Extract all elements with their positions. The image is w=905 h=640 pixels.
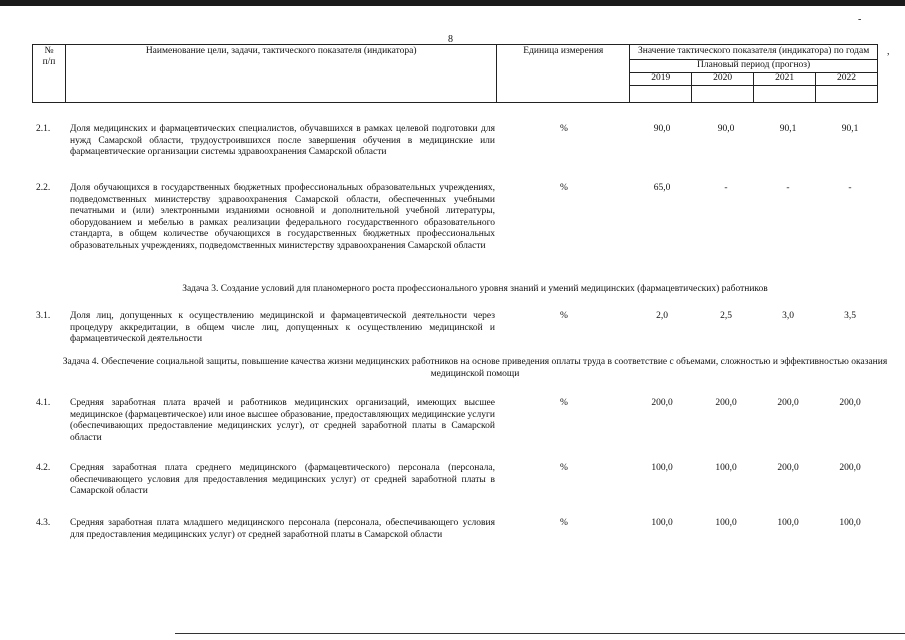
- value-2021: -: [786, 183, 790, 193]
- value-2020: 2,5: [720, 311, 732, 321]
- value-2022: 100,0: [839, 518, 861, 528]
- value-2021: 3,0: [782, 311, 794, 321]
- value-2019: 100,0: [651, 463, 673, 473]
- row-unit: %: [560, 311, 568, 321]
- row-unit: %: [560, 518, 568, 528]
- row-description: Средняя заработная плата младшего медицинского персонала (персонала, обеспечивающего условия для предоставления медицинских услуг) от средней заработной платы в Самарской области: [70, 518, 495, 540]
- row-description: Средняя заработная плата среднего медицинского (фармацевтического) персонала (персонала, обеспечивающего условия для предоставления медицинских услуг) от средней заработной платы в Самарской области: [70, 463, 495, 496]
- value-2020: 90,0: [717, 124, 735, 134]
- header-blank-cell: [692, 86, 754, 103]
- header-blank-cell: [816, 86, 878, 103]
- value-2020: 100,0: [715, 463, 737, 473]
- task-4-heading: Задача 4. Обеспечение социальной защиты, повышение качества жизни медицинских работников на основе приведения оплаты труда в соответствие с объемами, сложностью и эффективностью оказания медицинской помощи: [62, 357, 888, 379]
- row-number: 2.2.: [36, 183, 51, 193]
- value-2019: 90,0: [653, 124, 671, 134]
- value-2019: 2,0: [656, 311, 668, 321]
- value-2022: 200,0: [839, 398, 861, 408]
- task-3-heading: Задача 3. Создание условий для планомерного роста профессионального уровня знаний и умений медицинских (фармацевтических) работников: [182, 284, 768, 294]
- row-unit: %: [560, 124, 568, 134]
- row-description: Доля обучающихся в государственных бюджетных профессиональных образовательных учреждениях, подведомственных министерству здравоохранения Самарской области, обеспеченных учебными печатными и (или) электронными изданиями основной и дополнительной учебной литературы, оборудованием и мебелью в рамках реализации федерального государственного образовательного стандарта, в общем количестве обучающихся в государственных бюджетных профессиональных образовательных учреждениях, подведомственных министерству здравоохранения Самарской области: [70, 183, 495, 251]
- value-2021: 200,0: [777, 463, 799, 473]
- value-2019: 100,0: [651, 518, 673, 528]
- header-year-2019: 2019: [630, 73, 692, 86]
- header-num: № п/п: [33, 45, 66, 103]
- page-bottom-line: [175, 633, 905, 634]
- corner-mark: -: [858, 14, 862, 25]
- page-top-border: [0, 0, 905, 6]
- value-2020: -: [724, 183, 728, 193]
- row-number: 4.3.: [36, 518, 51, 528]
- value-2021: 90,1: [779, 124, 797, 134]
- header-blank-cell: [630, 86, 692, 103]
- header-unit: Единица измерения: [497, 45, 630, 103]
- value-2019: 65,0: [653, 183, 671, 193]
- row-unit: %: [560, 463, 568, 473]
- header-name: Наименование цели, задачи, тактического показателя (индикатора): [65, 45, 496, 103]
- header-year-2022: 2022: [816, 73, 878, 86]
- value-2022: 200,0: [839, 463, 861, 473]
- value-2021: 100,0: [777, 518, 799, 528]
- header-value: Значение тактического показателя (индикатора) по годам: [630, 45, 878, 60]
- side-mark: ,: [887, 46, 890, 57]
- value-2019: 200,0: [651, 398, 673, 408]
- page-number: 8: [448, 34, 453, 45]
- header-year-2020: 2020: [692, 73, 754, 86]
- row-number: 4.1.: [36, 398, 51, 408]
- header-period: Плановый период (прогноз): [630, 60, 878, 73]
- value-2021: 200,0: [777, 398, 799, 408]
- row-description: Доля лиц, допущенных к осуществлению медицинской и фармацевтической деятельности через процедуру аккредитации, в общем числе лиц, допущенных к осуществлению медицинской и фармацевтической деятельности: [70, 311, 495, 344]
- value-2022: 90,1: [841, 124, 859, 134]
- row-number: 2.1.: [36, 124, 51, 134]
- value-2022: -: [848, 183, 852, 193]
- row-description: Средняя заработная плата врачей и работников медицинских организаций, имеющих высшее медицинское (фармацевтическое) или иное высшее образование, предоставляющих медицинские услуги (обеспечивающих предоставление медицинских услуг), от средней заработной платы в Самарской области: [70, 398, 495, 443]
- value-2022: 3,5: [844, 311, 856, 321]
- row-number: 4.2.: [36, 463, 51, 473]
- row-unit: %: [560, 398, 568, 408]
- value-2020: 100,0: [715, 518, 737, 528]
- header-blank-cell: [754, 86, 816, 103]
- row-description: Доля медицинских и фармацевтических специалистов, обучавшихся в рамках целевой подготовки для нужд Самарской области, трудоустроившихся после завершения обучения в медицинские или фармацевтические организации системы здравоохранения Самарской области: [70, 124, 495, 157]
- row-number: 3.1.: [36, 311, 51, 321]
- header-year-2021: 2021: [754, 73, 816, 86]
- table-header: [32, 44, 878, 103]
- value-2020: 200,0: [715, 398, 737, 408]
- row-unit: %: [560, 183, 568, 193]
